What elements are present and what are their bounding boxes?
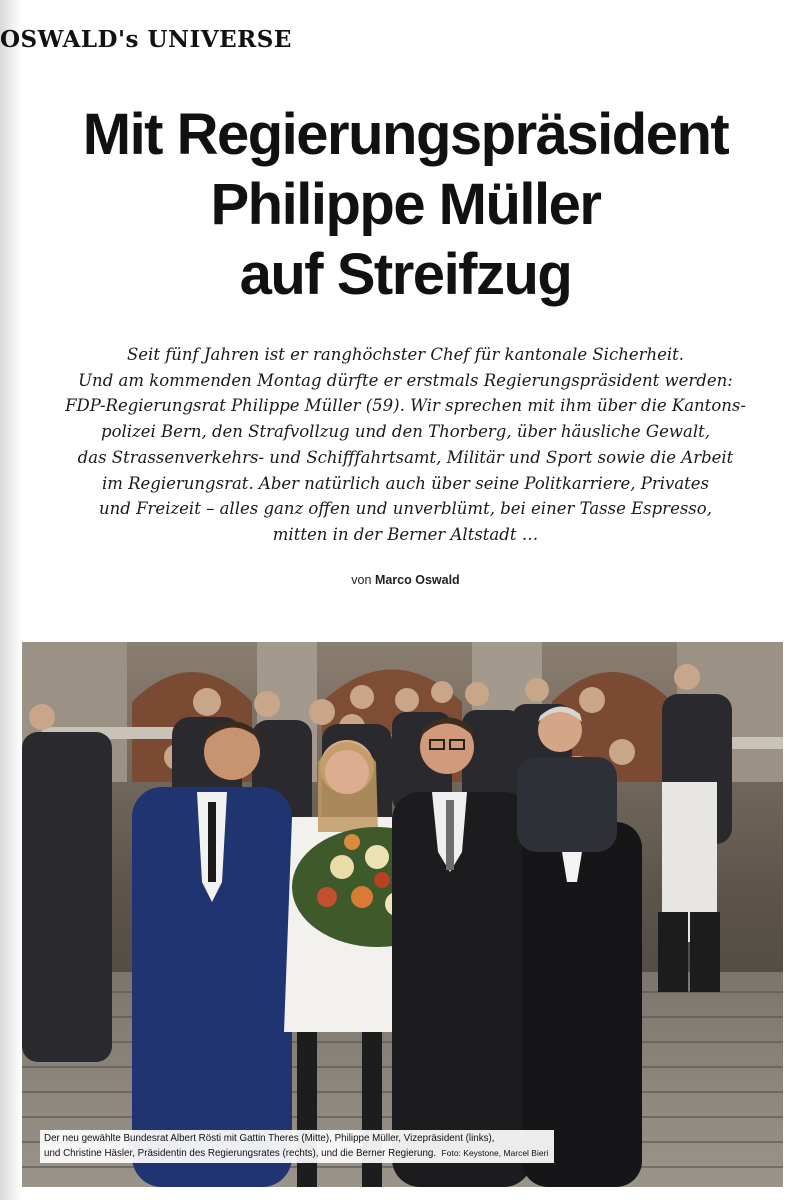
lead-line: FDP-Regierungsrat Philippe Müller (59). Wir sprechen mit ihm über die Kantons- — [65, 396, 746, 416]
headline-line: Philippe Müller — [210, 172, 601, 237]
group-photo-illustration — [22, 642, 783, 1187]
caption-line-2 — [44, 1146, 548, 1161]
photo-caption — [40, 1130, 554, 1163]
byline-author: Marco Oswald — [374, 573, 460, 587]
byline-prefix: von — [351, 573, 372, 587]
headline — [22, 100, 789, 310]
headline-line: Mit Regierungspräsident — [82, 102, 729, 167]
headline-line: auf Streifzug — [239, 242, 572, 307]
caption-line-text: und Christine Häsler, Präsidentin des Regierungsrates (rechts), und die Berner Regierung. — [44, 1148, 437, 1159]
caption-line: Der neu gewählte Bundesrat Albert Rösti mit Gattin Theres (Mitte), Philippe Müller, Vizepräsident (links), — [44, 1133, 495, 1144]
page-gutter-shadow — [0, 0, 22, 1200]
photo-credit: Foto: Keystone, Marcel Bieri — [441, 1148, 549, 1158]
lead-line: das Strassenverkehrs- und Schifffahrtsamt, Militär und Sport sowie die Arbeit — [77, 447, 734, 467]
lead-line: und Freizeit – alles ganz offen und unverblümt, bei einer Tasse Espresso, — [99, 499, 712, 519]
lead-line: Und am kommenden Montag dürfte er erstmals Regierungspräsident werden: — [78, 370, 733, 390]
section-label: OSWALD's UNIVERSE — [0, 26, 292, 53]
lead-paragraph — [22, 342, 789, 548]
lead-line: polizei Bern, den Strafvollzug und den Thorberg, über häusliche Gewalt, — [101, 422, 710, 442]
article-photo — [22, 642, 783, 1187]
lead-line: mitten in der Berner Altstadt … — [272, 524, 539, 544]
byline — [22, 573, 789, 587]
lead-line: im Regierungsrat. Aber natürlich auch über seine Politkarriere, Privates — [101, 473, 710, 493]
lead-line: Seit fünf Jahren ist er ranghöchster Chef für kantonale Sicherheit. — [126, 345, 685, 364]
